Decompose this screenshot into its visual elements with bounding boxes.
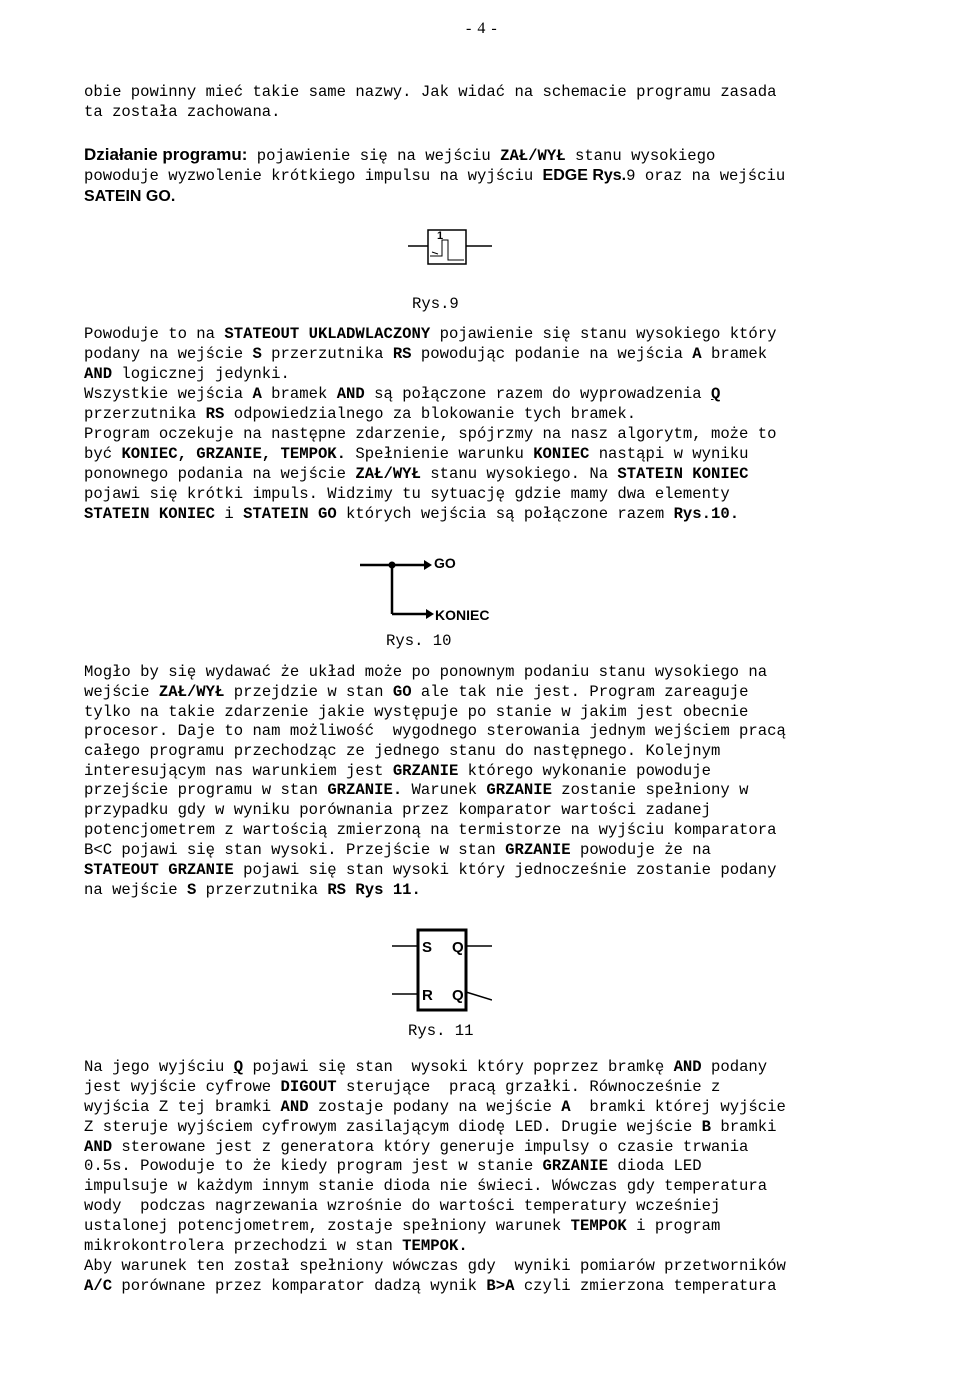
text-line: potencjometrem z wartością zmierzoną na termistorze na wyjściu komparatora bbox=[84, 821, 777, 839]
label-q-neg: Q bbox=[452, 987, 464, 1004]
text-line: Aby warunek ten został spełniony wówczas gdy wyniki pomiarów przetworników bbox=[84, 1257, 786, 1275]
text-line: Powoduje to na STATEOUT UKLADWLACZONY pojawienie się stanu wysokiego który bbox=[84, 325, 777, 343]
text-line: całego programu przechodząc ze jednego stanu do następnego. Kolejnym bbox=[84, 742, 721, 760]
text-line: impulsuje w każdym innym stanie dioda nie świeci. Wówczas gdy temperatura bbox=[84, 1177, 768, 1195]
text-line: STATEOUT GRZANIE pojawi się stan wysoki który jednocześnie zostanie podany bbox=[84, 861, 777, 879]
label-s: S bbox=[422, 939, 433, 956]
text-line: ponownego podania na wejście ZAŁ/WYŁ stanu wysokiego. Na STATEIN KONIEC bbox=[84, 465, 749, 483]
text-line: pojawi się krótki impuls. Widzimy tu sytuację gdzie mamy dwa elementy bbox=[84, 485, 730, 503]
text-line: mikrokontrolera przechodzi w stan TEMPOK. bbox=[84, 1237, 468, 1255]
text-line: jest wyjście cyfrowe DIGOUT sterujące pracą grzałki. Równocześnie z bbox=[84, 1078, 721, 1096]
text-line: STATEIN KONIEC i STATEIN GO których wejścia są połączone razem Rys.10. bbox=[84, 505, 740, 523]
text-line: na wejście S przerzutnika RS Rys 11. bbox=[84, 881, 421, 899]
text-line: AND sterowane jest z generatora który generuje impulsy o czasie trwania bbox=[84, 1138, 749, 1156]
text-line: 0.5s. Powoduje to że kiedy program jest w stanie GRZANIE dioda LED bbox=[84, 1157, 702, 1175]
text-line: interesującym nas warunkiem jest GRZANIE którego wykonanie powoduje bbox=[84, 762, 711, 780]
text-line: A/C porównane przez komparator dadzą wynik B>A czyli zmierzona temperatura bbox=[84, 1277, 777, 1295]
label-koniec: KONIEC bbox=[435, 607, 490, 623]
text-line: tylko na takie zdarzenie jakie występuje po stanie w jakim jest obecnie bbox=[84, 703, 749, 721]
text-line: podany na wejście S przerzutnika RS powodując podanie na wejścia A bramek bbox=[84, 345, 768, 363]
text-line: przejście programu w stan GRZANIE. Warunek GRZANIE zostanie spełniony w bbox=[84, 781, 749, 799]
section-heading: Działanie programu: bbox=[84, 145, 248, 164]
text-line: AND logicznej jedynki. bbox=[84, 365, 290, 383]
text-line: ta została zachowana. bbox=[84, 103, 281, 121]
text-line: wejście ZAŁ/WYŁ przejdzie w stan GO ale tak nie jest. Program zareaguje bbox=[84, 683, 749, 701]
label-q: Q bbox=[452, 939, 464, 956]
text-line: ustalonej potencjometrem, zostaje spełniony warunek TEMPOK i program bbox=[84, 1217, 721, 1235]
figure-caption: Rys. 11 bbox=[408, 1022, 474, 1040]
text-line: Na jego wyjściu Q pojawi się stan wysoki który poprzez bramkę AND podany bbox=[84, 1058, 768, 1076]
text-line: wody podczas nagrzewania wzrośnie do wartości temperatury wcześniej bbox=[84, 1197, 721, 1215]
text-line: powoduje wyzwolenie krótkiego impulsu na wyjściu EDGE Rys.9 oraz na wejściu bbox=[84, 167, 786, 185]
label-r: R bbox=[422, 987, 433, 1004]
text-line: SATEIN GO. bbox=[84, 188, 176, 205]
text-line: Program oczekuje na następne zdarzenie, spójrzmy na nasz algorytm, może to bbox=[84, 425, 777, 443]
text-line: obie powinny mieć takie same nazwy. Jak widać na schemacie programu zasada bbox=[84, 83, 777, 101]
text-line: przypadku gdy w wyniku porównania przez komparator wartości zadanej bbox=[84, 801, 711, 819]
text-line: procesor. Daje to nam możliwość wygodnego sterowania jednym wejściem pracą bbox=[84, 722, 786, 740]
figure-caption: Rys. 10 bbox=[386, 632, 452, 650]
text-line: B<C pojawi się stan wysoki. Przejście w stan GRZANIE powoduje że na bbox=[84, 841, 711, 859]
text-line: wyjścia Z tej bramki AND zostaje podany na wejście A bramki której wyjście bbox=[84, 1098, 786, 1116]
edge-symbol-figure bbox=[408, 224, 492, 270]
rs-flipflop-figure bbox=[392, 928, 492, 1016]
go-koniec-figure bbox=[360, 548, 510, 628]
figure-caption: Rys.9 bbox=[412, 295, 459, 313]
text-line: być KONIEC, GRZANIE, TEMPOK. Spełnienie warunku KONIEC nastąpi w wyniku bbox=[84, 445, 749, 463]
text-line: Mogło by się wydawać że układ może po ponownym podaniu stanu wysokiego na bbox=[84, 663, 768, 681]
symbol-label: 1 bbox=[437, 230, 444, 242]
text-line: Działanie programu: pojawienie się na wejściu ZAŁ/WYŁ stanu wysokiego bbox=[84, 145, 716, 165]
label-go: GO bbox=[434, 555, 456, 571]
text-line: Z steruje wyjściem cyfrowym zasilającym diodę LED. Drugie wejście B bramki bbox=[84, 1118, 777, 1136]
text-line: Wszystkie wejścia A bramek AND są połączone razem do wyprowadzenia Q bbox=[84, 385, 721, 403]
text-line: przerzutnika RS odpowiedzialnego za blokowanie tych bramek. bbox=[84, 405, 637, 423]
